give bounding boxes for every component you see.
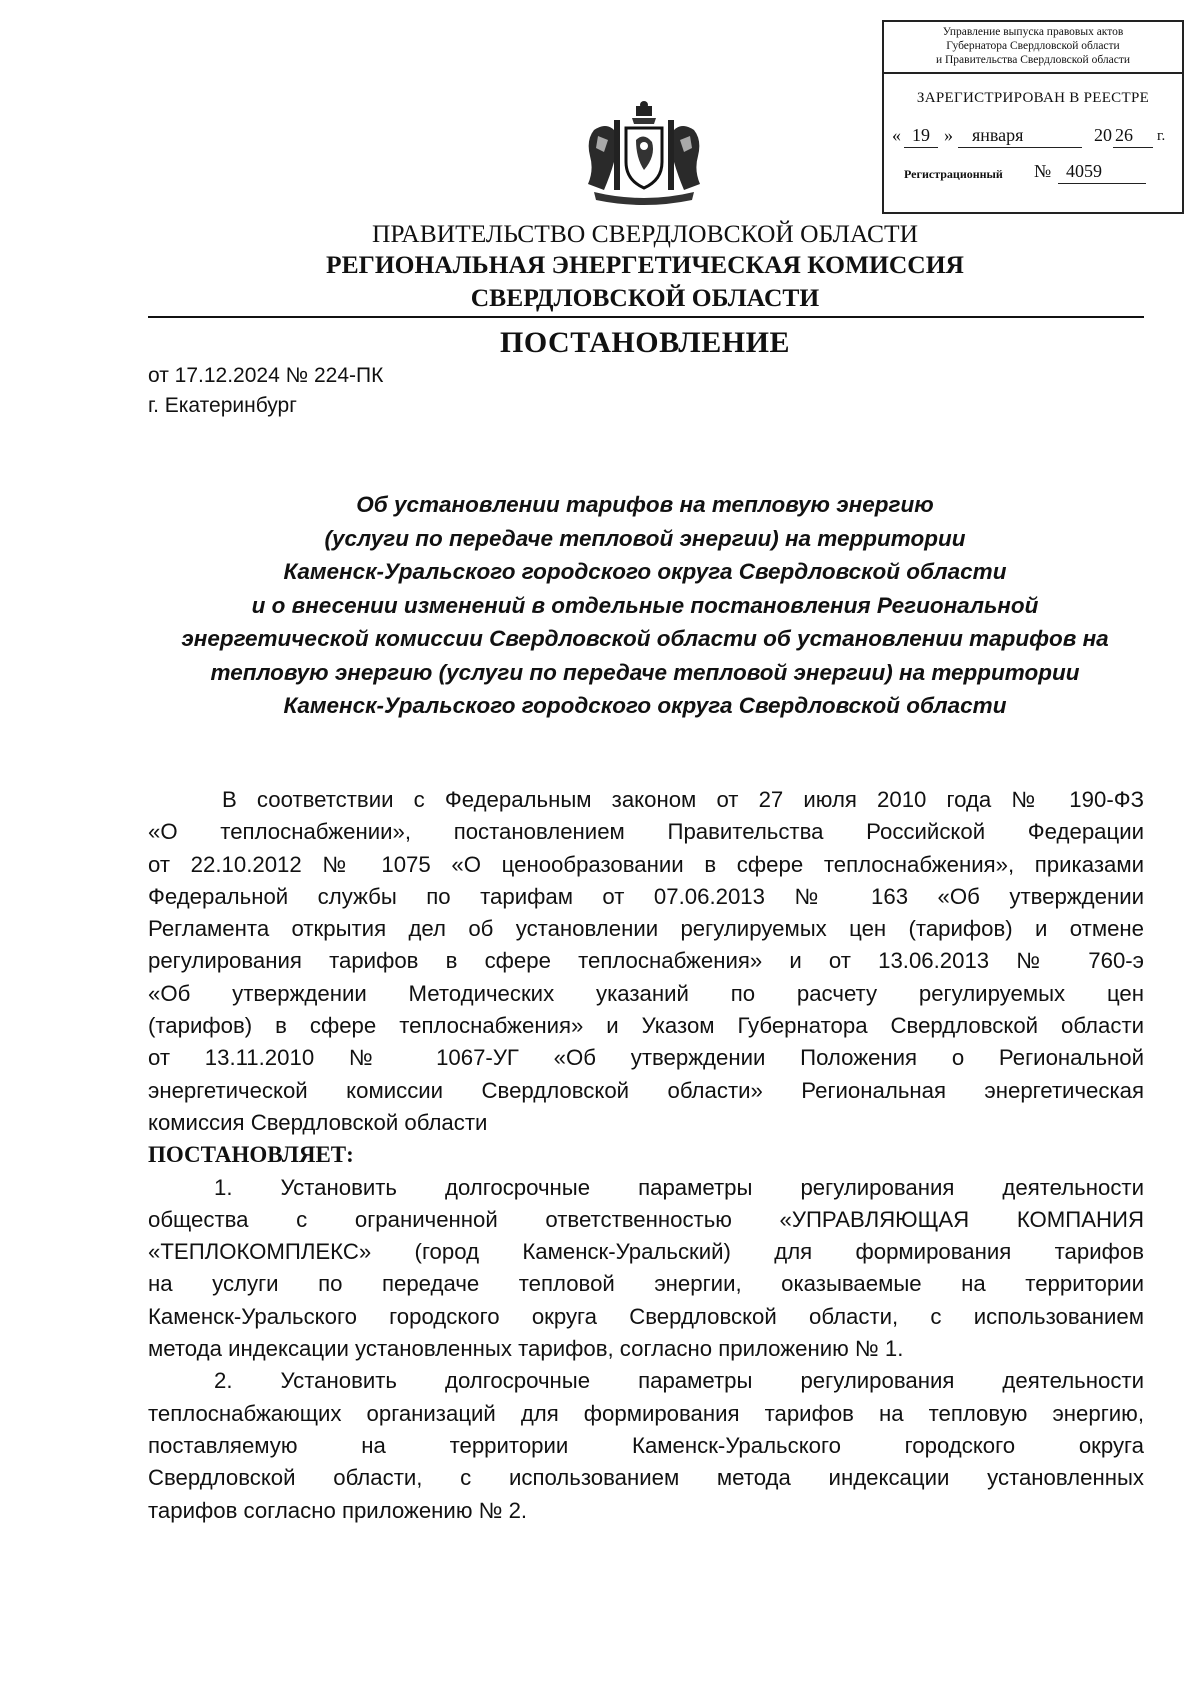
preamble-line: от 13.11.2010 № 1067-УГ «Об утверждении Положения о Региональной — [148, 1045, 1144, 1071]
title-line: (услуги по передаче тепловой энергии) на территории — [324, 525, 966, 551]
item2-line: 2. Установить долгосрочные параметры регулирования деятельности — [214, 1368, 1144, 1394]
stamp-month: января — [972, 125, 1024, 145]
preamble-line: от 22.10.2012 № 1075 «О ценообразовании в сфере теплоснабжения», приказами — [148, 851, 1144, 877]
item1-line: Каменск-Уральского городского округа Свердловской области, с использованием — [148, 1303, 1144, 1329]
stamp-number-underline — [1058, 183, 1146, 184]
item2-line: теплоснабжающих организаций для формирования тарифов на тепловую энергию, — [148, 1400, 1144, 1426]
item1-line: на услуги по передаче тепловой энергии, оказываемые на территории — [148, 1271, 1144, 1297]
title-line: Каменск-Уральского городского округа Свердловской области — [283, 559, 1007, 584]
commission-name-line2: СВЕРДЛОВСКОЙ ОБЛАСТИ — [470, 283, 820, 312]
preamble-line: (тарифов) в сфере теплоснабжения» и Указом Губернатора Свердловской области — [148, 1013, 1144, 1039]
document-body — [148, 784, 1144, 1527]
resolves-heading: ПОСТАНОВЛЯЕТ: — [148, 1142, 354, 1168]
item2-line: тарифов согласно приложению № 2. — [148, 1497, 528, 1523]
document-date-number: от 17.12.2024 № 224-ПК — [148, 364, 384, 387]
stamp-year-underline — [1113, 147, 1153, 148]
stamp-year-suffix: 26 — [1115, 125, 1133, 145]
preamble-line: комиссия Свердловской области — [148, 1109, 488, 1135]
document-title — [140, 488, 1150, 723]
title-line: энергетической комиссии Свердловской области об установлении тарифов на — [181, 626, 1109, 651]
stamp-registered-label: ЗАРЕГИСТРИРОВАН В РЕЕСТРЕ — [916, 90, 1150, 106]
stamp-number-sign: № — [1034, 161, 1052, 181]
document-type: ПОСТАНОВЛЕНИЕ — [500, 326, 790, 359]
stamp-date — [884, 125, 1182, 155]
registration-stamp — [882, 20, 1184, 214]
preamble-line: «Об утверждении Методических указаний по расчету регулируемых цен — [148, 980, 1144, 1006]
stamp-number-value: 4059 — [1066, 161, 1102, 181]
preamble-line: регулирования тарифов в сфере теплоснабжения» и от 13.06.2013 № 760-э — [148, 948, 1144, 974]
preamble-line: Регламента открытия дел об установлении регулируемых цен (тарифов) и отмене — [148, 916, 1144, 942]
commission-name-line1: РЕГИОНАЛЬНАЯ ЭНЕРГЕТИЧЕСКАЯ КОМИССИЯ — [326, 250, 964, 279]
stamp-header — [884, 22, 1182, 74]
stamp-number-label: Регистрационный — [904, 167, 1003, 181]
document-city: г. Екатеринбург — [148, 394, 297, 417]
government-name: ПРАВИТЕЛЬСТВО СВЕРДЛОВСКОЙ ОБЛАСТИ — [371, 219, 919, 248]
stamp-header-line: Управление выпуска правовых актов — [942, 26, 1124, 38]
item1-line: общества с ограниченной ответственностью «УПРАВЛЯЮЩАЯ КОМПАНИЯ — [148, 1206, 1144, 1232]
item1-line: 1. Установить долгосрочные параметры регулирования деятельности — [214, 1174, 1144, 1200]
stamp-year-mark: г. — [1157, 128, 1166, 144]
preamble-line: Федеральной службы по тарифам от 07.06.2013 № 163 «Об утверждении — [148, 883, 1144, 909]
item2-line: поставляемую на территории Каменск-Уральского городского округа — [148, 1432, 1144, 1458]
preamble-line: энергетической комиссии Свердловской области» Региональная энергетическая — [148, 1077, 1144, 1103]
title-line: Каменск-Уральского городского округа Свердловской области — [283, 693, 1007, 718]
stamp-header-line: и Правительства Свердловской области — [935, 54, 1131, 66]
stamp-open-quote: « — [892, 125, 901, 145]
title-line: Об установлении тарифов на тепловую энергию — [356, 492, 934, 517]
preamble-line: «О теплоснабжении», постановлением Правительства Российской Федерации — [148, 819, 1144, 845]
header-divider — [148, 316, 1144, 318]
title-line: тепловую энергию (услуги по передаче тепловой энергии) на территории — [210, 659, 1080, 685]
stamp-number — [884, 161, 1182, 185]
stamp-month-underline — [958, 147, 1082, 148]
stamp-close-quote: » — [944, 125, 953, 145]
stamp-day: 19 — [912, 125, 930, 145]
stamp-header-line: Губернатора Свердловской области — [946, 40, 1120, 52]
stamp-year-prefix: 20 — [1094, 125, 1112, 145]
item1-line: «ТЕПЛОКОМПЛЕКС» (город Каменск-Уральский) для формирования тарифов — [148, 1239, 1144, 1265]
item1-line: метода индексации установленных тарифов, согласно приложению № 1. — [148, 1336, 904, 1362]
item2-line: Свердловской области, с использованием метода индексации установленных — [148, 1465, 1144, 1491]
title-line: и о внесении изменений в отдельные постановления Региональной — [251, 592, 1039, 618]
stamp-day-underline — [904, 147, 938, 148]
preamble-line: В соответствии с Федеральным законом от 27 июля 2010 года № 190-ФЗ — [222, 787, 1144, 812]
coat-of-arms-icon — [574, 100, 714, 210]
